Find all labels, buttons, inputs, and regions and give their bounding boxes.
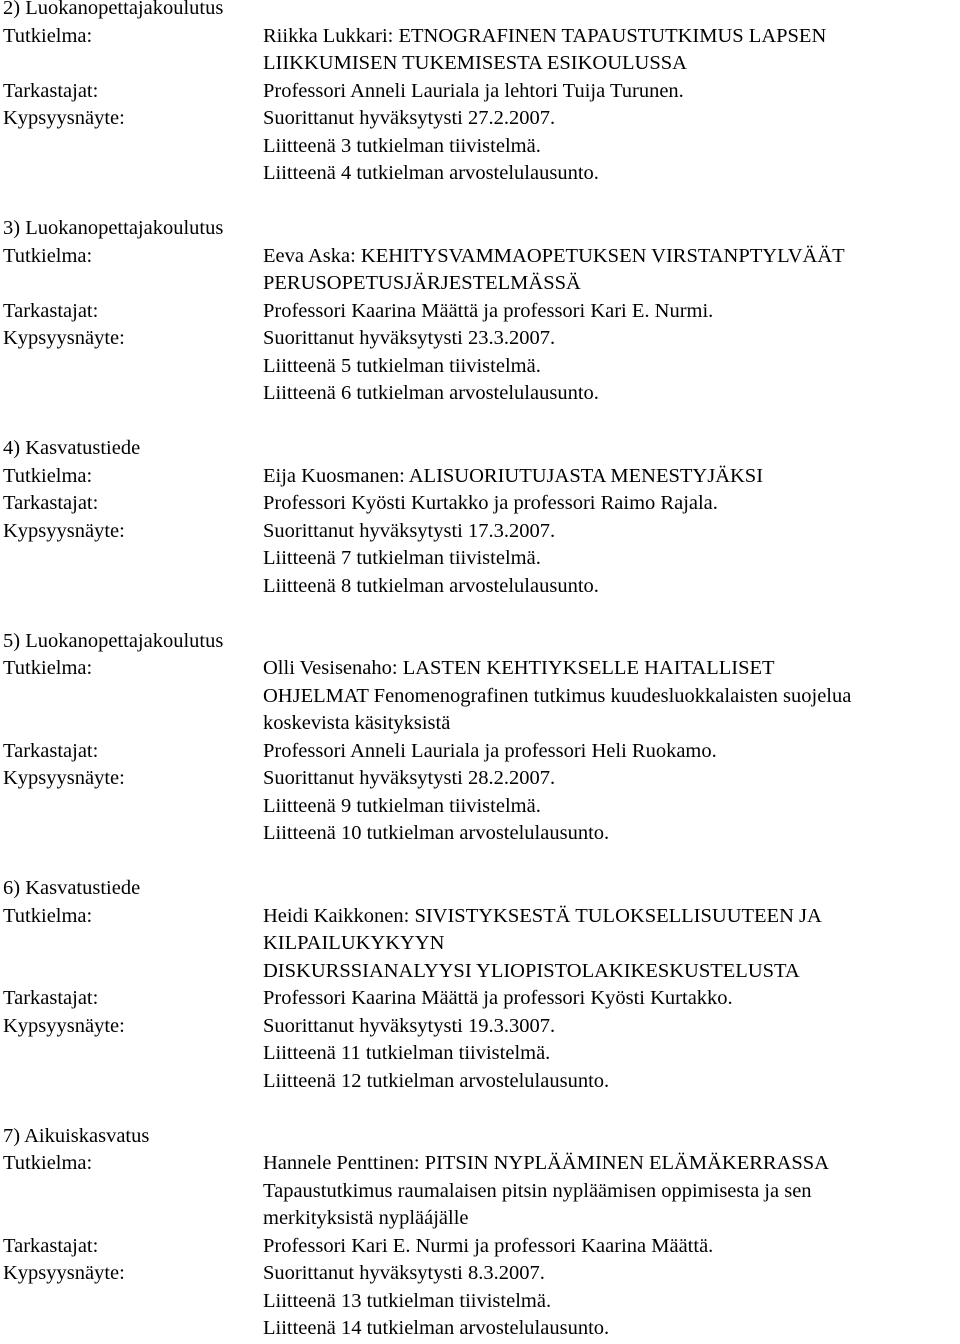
thesis-value	[263, 1150, 960, 1233]
section-5	[3, 628, 960, 848]
thesis-line: Eeva Aska: KEHITYSVAMMAOPETUKSEN VIRSTANPTYLVÄÄT	[263, 244, 845, 267]
reviewers-text: Professori Anneli Lauriala ja lehtori Tuija Turunen.	[263, 79, 684, 102]
section-7	[3, 1123, 960, 1343]
thesis-line: koskevista käsityksistä	[263, 712, 451, 734]
reviewers-label: Tarkastajat:	[3, 987, 99, 1009]
maturity-label: Kypsyysnäyte:	[3, 1014, 125, 1037]
reviewers-value	[263, 985, 960, 1013]
thesis-row	[3, 243, 960, 298]
maturity-label: Kypsyysnäyte:	[3, 1262, 125, 1284]
abstract-attachment: Liitteenä 3 tutkielman tiivistelmä.	[263, 134, 541, 157]
maturity-row	[3, 1013, 960, 1096]
thesis-value	[263, 655, 960, 738]
evaluation-attachment: Liitteenä 8 tutkielman arvostelulausunto.	[263, 574, 599, 597]
maturity-row	[3, 105, 960, 188]
thesis-row	[3, 903, 960, 986]
thesis-label: Tutkielma:	[3, 244, 93, 267]
reviewers-text: Professori Kari E. Nurmi ja professori Kaarina Määttä.	[263, 1234, 714, 1257]
maturity-value	[263, 1013, 960, 1096]
reviewers-label: Tarkastajat:	[3, 79, 99, 102]
reviewers-value	[263, 738, 960, 766]
abstract-attachment: Liitteenä 7 tutkielman tiivistelmä.	[263, 547, 541, 569]
maturity-row	[3, 518, 960, 601]
maturity-value	[263, 105, 960, 188]
thesis-line: KILPAILUKYKYYN	[263, 932, 445, 954]
thesis-value	[263, 903, 960, 986]
maturity-value	[263, 518, 960, 601]
maturity-row	[3, 765, 960, 848]
reviewers-label: Tarkastajat:	[3, 739, 99, 762]
thesis-label: Tutkielma:	[3, 904, 93, 927]
reviewers-label: Tarkastajat:	[3, 299, 99, 322]
reviewers-value	[263, 78, 960, 106]
thesis-row	[3, 655, 960, 738]
maturity-text: Suorittanut hyväksytysti 17.3.2007.	[263, 519, 556, 542]
reviewers-text: Professori Anneli Lauriala ja professori Heli Ruokamo.	[263, 739, 717, 762]
section-title: 4) Kasvatustiede	[3, 437, 141, 459]
evaluation-attachment: Liitteenä 10 tutkielman arvostelulausunto.	[263, 822, 610, 844]
section-2	[3, 0, 960, 188]
maturity-label: Kypsyysnäyte:	[3, 107, 125, 129]
reviewers-row	[3, 78, 960, 106]
maturity-value	[263, 1260, 960, 1343]
reviewers-row	[3, 490, 960, 518]
evaluation-attachment: Liitteenä 6 tutkielman arvostelulausunto.	[263, 382, 599, 404]
evaluation-attachment: Liitteenä 4 tutkielman arvostelulausunto.	[263, 162, 599, 184]
thesis-row	[3, 463, 960, 491]
maturity-label: Kypsyysnäyte:	[3, 767, 125, 789]
reviewers-row	[3, 985, 960, 1013]
maturity-text: Suorittanut hyväksytysti 8.3.2007.	[263, 1262, 545, 1284]
maturity-text: Suorittanut hyväksytysti 19.3.3007.	[263, 1014, 556, 1037]
reviewers-value	[263, 490, 960, 518]
abstract-attachment: Liitteenä 11 tutkielman tiivistelmä.	[263, 1042, 551, 1064]
section-title: 5) Luokanopettajakoulutus	[3, 629, 224, 652]
maturity-label: Kypsyysnäyte:	[3, 327, 125, 349]
section-title: 6) Kasvatustiede	[3, 877, 141, 899]
section-6	[3, 875, 960, 1095]
thesis-value	[263, 243, 960, 298]
maturity-value	[263, 765, 960, 848]
thesis-row	[3, 1150, 960, 1233]
thesis-label: Tutkielma:	[3, 24, 93, 47]
maturity-label: Kypsyysnäyte:	[3, 519, 125, 542]
reviewers-row	[3, 738, 960, 766]
thesis-line: merkityksistä nypläájälle	[263, 1207, 469, 1229]
reviewers-label: Tarkastajat:	[3, 492, 99, 514]
thesis-line: LIIKKUMISEN TUKEMISESTA ESIKOULUSSA	[263, 52, 687, 74]
thesis-label: Tutkielma:	[3, 464, 93, 487]
reviewers-value	[263, 1233, 960, 1261]
thesis-line: Heidi Kaikkonen: SIVISTYKSESTÄ TULOKSELLISUUTEEN JA	[263, 904, 822, 927]
maturity-text: Suorittanut hyväksytysti 28.2.2007.	[263, 767, 556, 789]
maturity-value	[263, 325, 960, 408]
reviewers-text: Professori Kyösti Kurtakko ja professori Raimo Rajala.	[263, 492, 718, 514]
section-title: 3) Luokanopettajakoulutus	[3, 217, 224, 239]
section-4	[3, 435, 960, 600]
thesis-line: OHJELMAT Fenomenografinen tutkimus kuudesluokkalaisten suojelua	[263, 684, 852, 707]
maturity-text: Suorittanut hyväksytysti 23.3.2007.	[263, 327, 556, 349]
section-title: 2) Luokanopettajakoulutus	[3, 0, 224, 19]
evaluation-attachment: Liitteenä 12 tutkielman arvostelulausunto.	[263, 1069, 610, 1092]
thesis-label: Tutkielma:	[3, 657, 93, 679]
thesis-line: PERUSOPETUSJÄRJESTELMÄSSÄ	[263, 272, 581, 294]
thesis-line: Hannele Penttinen: PITSIN NYPLÄÄMINEN ELÄMÄKERRASSA	[263, 1152, 830, 1174]
thesis-value	[263, 23, 960, 78]
section-title: 7) Aikuiskasvatus	[3, 1124, 150, 1147]
thesis-line: Tapaustutkimus raumalaisen pitsin nypläämisen oppimisesta ja sen	[263, 1179, 812, 1202]
thesis-line: Eija Kuosmanen: ALISUORIUTUJASTA MENESTYJÄKSI	[263, 464, 764, 487]
maturity-row	[3, 1260, 960, 1343]
thesis-line: Olli Vesisenaho: LASTEN KEHTIYKSELLE HAITALLISET	[263, 657, 775, 679]
reviewers-text: Professori Kaarina Määttä ja professori Kyösti Kurtakko.	[263, 987, 733, 1009]
maturity-row	[3, 325, 960, 408]
maturity-text: Suorittanut hyväksytysti 27.2.2007.	[263, 107, 556, 129]
abstract-attachment: Liitteenä 5 tutkielman tiivistelmä.	[263, 354, 541, 377]
reviewers-value	[263, 298, 960, 326]
thesis-line: Riikka Lukkari: ETNOGRAFINEN TAPAUSTUTKIMUS LAPSEN	[263, 24, 827, 47]
thesis-value	[263, 463, 960, 491]
thesis-line: DISKURSSIANALYYSI YLIOPISTOLAKIKESKUSTELUSTA	[263, 959, 800, 982]
reviewers-text: Professori Kaarina Määttä ja professori Kari E. Nurmi.	[263, 299, 714, 322]
thesis-row	[3, 23, 960, 78]
thesis-label: Tutkielma:	[3, 1152, 93, 1174]
reviewers-row	[3, 298, 960, 326]
abstract-attachment: Liitteenä 9 tutkielman tiivistelmä.	[263, 794, 541, 817]
abstract-attachment: Liitteenä 13 tutkielman tiivistelmä.	[263, 1289, 552, 1312]
evaluation-attachment: Liitteenä 14 tutkielman arvostelulausunto.	[263, 1317, 610, 1339]
reviewers-label: Tarkastajat:	[3, 1234, 99, 1257]
section-3	[3, 215, 960, 408]
reviewers-row	[3, 1233, 960, 1261]
